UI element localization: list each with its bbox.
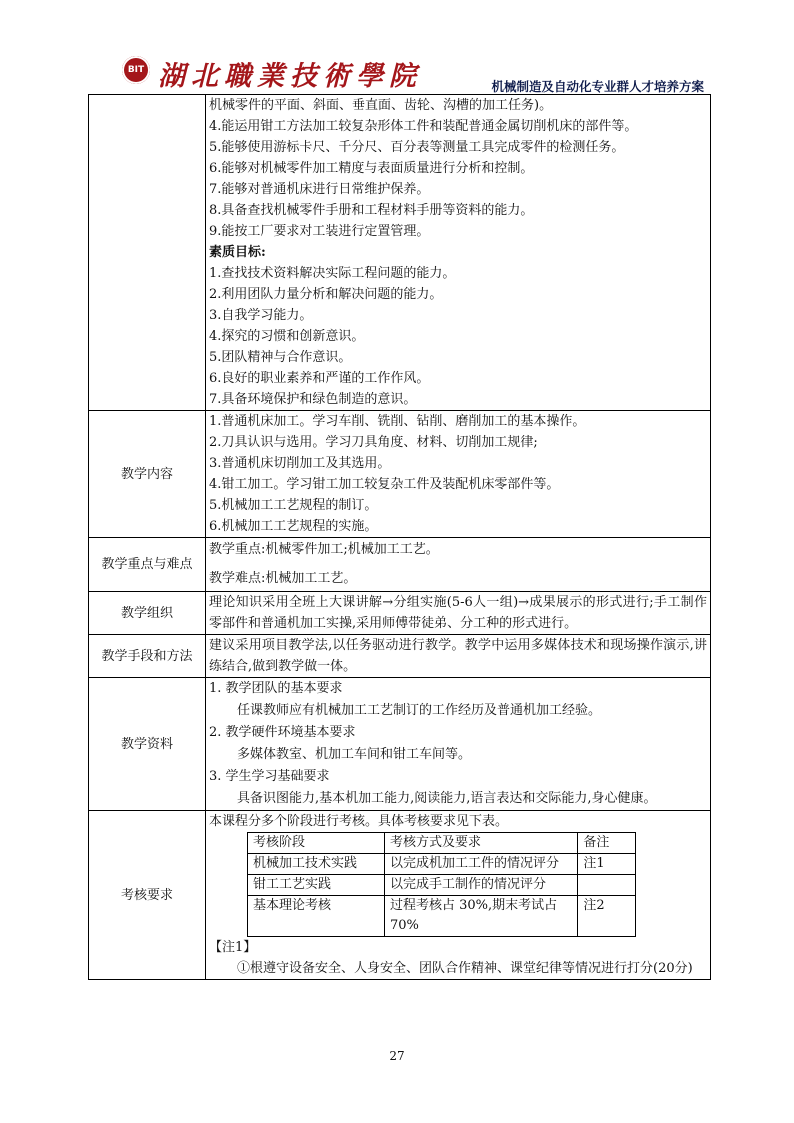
- school-seal-logo: BIT: [122, 56, 150, 84]
- resource-heading: 3. 学生学习基础要求: [209, 769, 330, 784]
- assessment-table-header: [248, 833, 636, 854]
- resources-cell: [206, 678, 711, 811]
- table-row: [248, 875, 636, 896]
- assessment-label: 考核要求: [89, 811, 206, 980]
- resource-text: 多媒体教室、机加工车间和钳工车间等。: [237, 747, 472, 762]
- assessment-intro: 本课程分多个阶段进行考核。具体考核要求见下表。: [209, 814, 509, 829]
- objectives-row: [89, 95, 711, 411]
- quality-line: 5.团队精神与合作意识。: [209, 350, 352, 365]
- page-header: [88, 52, 710, 92]
- objectives-cell: [206, 95, 711, 411]
- table-cell: 机械加工技术实践: [248, 854, 385, 875]
- document-title: 机械制造及自动化专业群人才培养方案: [491, 79, 704, 94]
- table-row: [248, 896, 636, 937]
- note-text: ①根遵守设备安全、人身安全、团队合作精神、课堂纪律等情况进行打分(20分): [237, 961, 693, 976]
- content-cell: [206, 411, 711, 538]
- table-cell: 基本理论考核: [248, 896, 385, 937]
- methods-text: 建议采用项目教学法,以任务驱动进行教学。教学中运用多媒体技术和现场操作演示,讲练结合,做到教学做一体。: [206, 635, 711, 678]
- col-header: 备注: [578, 833, 636, 854]
- quality-line: 7.具备环境保护和绿色制造的意识。: [209, 392, 417, 407]
- focus-label: 教学重点与难点: [89, 538, 206, 592]
- resource-text: 任课教师应有机械加工工艺制订的工作经历及普通机加工经验。: [237, 703, 602, 718]
- resource-heading: 1. 教学团队的基本要求: [209, 681, 343, 696]
- table-cell: 注1: [578, 854, 636, 875]
- organization-text: 理论知识采用全班上大课讲解→分组实施(5-6人一组)→成果展示的形式进行;手工制作零部件和普通机加工实操,采用师傅带徒弟、分工种的形式进行。: [206, 592, 711, 635]
- quality-line: 4.探究的习惯和创新意识。: [209, 329, 365, 344]
- objective-line: 9.能按工厂要求对工装进行定置管理。: [209, 224, 430, 239]
- content-line: 2.刀具认识与选用。学习刀具角度、材料、切削加工规律;: [209, 435, 538, 450]
- content-line: 1.普通机床加工。学习车削、铣削、钻削、磨削加工的基本操作。: [209, 414, 586, 429]
- page-number: 27: [389, 1049, 405, 1063]
- table-row: [248, 854, 636, 875]
- table-cell: 以完成手工制作的情况评分: [384, 875, 577, 896]
- assessment-row: [89, 811, 711, 980]
- quality-line: 6.良好的职业素养和严谨的工作作风。: [209, 371, 430, 386]
- school-name-logo: 湖北職業技術學院: [158, 61, 422, 92]
- objective-line: 8.具备查找机械零件手册和工程材料手册等资料的能力。: [209, 203, 534, 218]
- focus-row: [89, 538, 711, 592]
- objective-line: 5.能够使用游标卡尺、千分尺、百分表等测量工具完成零件的检测任务。: [209, 140, 625, 155]
- difficult-point: 教学难点:机械加工工艺。: [209, 571, 357, 586]
- table-cell: 过程考核占 30%,期末考试占70%: [384, 896, 577, 937]
- table-cell: 以完成机加工工件的情况评分: [384, 854, 577, 875]
- resources-row: [89, 678, 711, 811]
- col-header: 考核阶段: [248, 833, 385, 854]
- methods-label: 教学手段和方法: [89, 635, 206, 678]
- col-header: 考核方式及要求: [384, 833, 577, 854]
- assessment-cell: [206, 811, 711, 980]
- objective-line: 7.能够对普通机床进行日常维护保养。: [209, 182, 430, 197]
- methods-row: [89, 635, 711, 678]
- focus-cell: [206, 538, 711, 592]
- note-title: 【注1】: [209, 940, 257, 955]
- content-label: 教学内容: [89, 411, 206, 538]
- table-cell: 注2: [578, 896, 636, 937]
- objective-line: 机械零件的平面、斜面、垂直面、齿轮、沟槽的加工任务)。: [209, 98, 553, 113]
- resource-text: 具备识图能力,基本机加工能力,阅读能力,语言表达和交际能力,身心健康。: [237, 791, 657, 806]
- content-line: 5.机械加工工艺规程的制订。: [209, 498, 378, 513]
- resource-heading: 2. 教学硬件环境基本要求: [209, 725, 356, 740]
- content-line: 3.普通机床切削加工及其选用。: [209, 456, 391, 471]
- resources-label: 教学资料: [89, 678, 206, 811]
- quality-line: 2.利用团队力量分析和解决问题的能力。: [209, 287, 443, 302]
- quality-heading: 素质目标:: [209, 245, 266, 260]
- objectives-label: [89, 95, 206, 411]
- assessment-table: [247, 832, 636, 937]
- content-line: 6.机械加工工艺规程的实施。: [209, 519, 378, 534]
- course-table: [88, 94, 711, 980]
- quality-line: 1.查找技术资料解决实际工程问题的能力。: [209, 266, 456, 281]
- organization-row: [89, 592, 711, 635]
- objective-line: 4.能运用钳工方法加工较复杂形体工件和装配普通金属切削机床的部件等。: [209, 119, 638, 134]
- quality-line: 3.自我学习能力。: [209, 308, 313, 323]
- objective-line: 6.能够对机械零件加工精度与表面质量进行分析和控制。: [209, 161, 534, 176]
- organization-label: 教学组织: [89, 592, 206, 635]
- content-line: 4.钳工加工。学习钳工加工较复杂工件及装配机床零部件等。: [209, 477, 560, 492]
- table-cell: [578, 875, 636, 896]
- key-point: 教学重点:机械零件加工;机械加工工艺。: [209, 542, 439, 557]
- content-row: [89, 411, 711, 538]
- table-cell: 钳工工艺实践: [248, 875, 385, 896]
